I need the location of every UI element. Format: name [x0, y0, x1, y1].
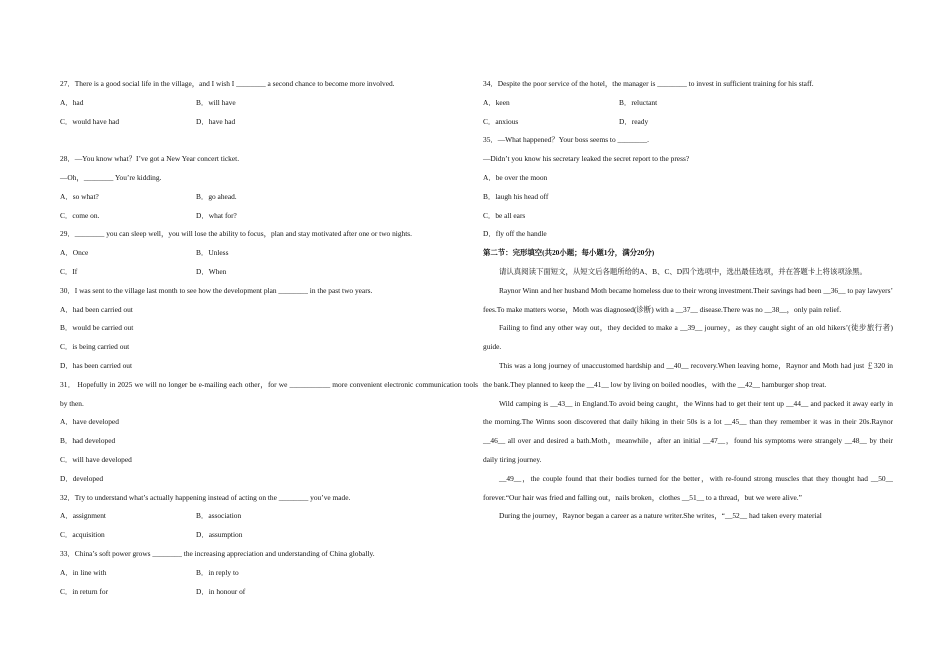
question-line: 29．________ you can sleep well，you will lose the ability to focus，plan and stay motivated after one or two nights. [60, 229, 413, 239]
question-line: B．had developed [60, 436, 116, 446]
question-line: —Oh，________ You’re kidding. [60, 172, 162, 182]
question-line: 27．There is a good social life in the village，and I wish I ________ a second chance to become more involved. [60, 79, 395, 88]
right-column [483, 75, 893, 526]
question-line: D．fly off the handle [483, 229, 547, 239]
option-b: B．reluctant [619, 97, 658, 107]
passage-paragraph: 31． Hopefully in 2025 we will no longer be e-mailing each other，for we ___________ more convenient electronic communication tools by then. [60, 379, 478, 408]
option-a: A．had [60, 97, 84, 107]
option-b: B．in reply to [196, 567, 239, 577]
question-line: 35．—What happened？Your boss seems to ________. [483, 135, 649, 145]
option-row [60, 188, 478, 207]
question-line: B．would be carried out [60, 323, 134, 333]
option-a: A．Once [60, 248, 89, 258]
left-column [60, 75, 478, 601]
passage-paragraph: __49__，the couple found that their bodies turned for the better，with re-found strong muscles that they thought had __50__ forever.“Our hair was fried and falling out，nails broken，clothes __51__ to a thread，but we were alive.” [483, 473, 893, 502]
question-line: 30．I was sent to the village last month to see how the development plan ________ in the past two years. [60, 285, 373, 295]
option-row [60, 263, 478, 282]
option-a: C．come on. [60, 210, 100, 220]
option-row [483, 94, 893, 113]
question-line: —Didn’t you know his secretary leaked the secret report to the press? [483, 154, 690, 164]
option-a: A．assignment [60, 511, 106, 521]
question-line: 32．Try to understand what’s actually happening instead of acting on the ________ you’ve made. [60, 492, 351, 502]
option-a: C．anxious [483, 116, 519, 126]
option-b: B．Unless [196, 248, 229, 258]
question-line: D．developed [60, 473, 104, 483]
option-a: A．so what? [60, 191, 99, 201]
question-line: A．have developed [60, 417, 119, 427]
option-b: B．go ahead. [196, 191, 237, 201]
option-row [60, 507, 478, 526]
passage-paragraph: This was a long journey of unaccustomed hardship and __40__ recovery.When leaving home，Raynor and Moth had just ￡320 in the bank.They planned to keep the __41__ low by living on boiled noodles，with the __42__ hamburger shop treat. [483, 360, 893, 389]
question-line: 34．Despite the poor service of the hotel，the manager is ________ to invest in sufficient training for his staff. [483, 79, 814, 88]
spacer [60, 131, 478, 150]
passage-paragraph: Wild camping is __43__ in England.To avoid being caught，the Winns had to get their tent up __44__ and packed it away early in the morning.The Winns soon discovered that daily hiking in their 50s is a lot __45__ than they remember it was in their 20s.Raynor __46__ all over and desired a bath.Moth，meanwhile，after an initial __47__，found his symptoms were strangely __48__ by their daily tiring journey. [483, 398, 893, 464]
option-b: D．ready [619, 116, 649, 126]
passage-paragraph: 请认真阅读下面短文，从短文后各题所给的A、B、C、D四个选项中，选出最佳选项，并在答题卡上将该项涂黑。 [499, 266, 867, 276]
option-row [60, 94, 478, 113]
passage-paragraph: During the journey，Raynor began a career as a nature writer.She writes，“__52__ had taken every material [499, 511, 822, 521]
option-row [60, 583, 478, 602]
question-line: 33．China’s soft power grows ________ the increasing appreciation and understanding of China globally. [60, 548, 375, 558]
question-line: C．be all ears [483, 210, 526, 220]
option-b: D．When [196, 266, 227, 276]
question-line: C．will have developed [60, 454, 132, 464]
option-a: C．in return for [60, 586, 109, 596]
question-line: 28．—You know what？I’ve got a New Year concert ticket. [60, 154, 240, 164]
option-a: A．in line with [60, 567, 107, 577]
option-a: A．keen [483, 97, 510, 107]
option-row [60, 244, 478, 263]
question-line: A．be over the moon [483, 172, 548, 182]
section-heading: 第二节：完形填空(共20小题；每小题1分，满分20分) [483, 248, 655, 258]
option-b: D．have had [196, 116, 236, 126]
option-b: B．will have [196, 97, 236, 107]
option-b: D．in honour of [196, 586, 246, 596]
question-line: A．had been carried out [60, 304, 133, 314]
option-row [60, 113, 478, 132]
option-a: C．acquisition [60, 530, 105, 540]
option-b: B．association [196, 511, 242, 521]
option-row [60, 526, 478, 545]
option-row [60, 564, 478, 583]
option-b: D．assumption [196, 530, 243, 540]
option-b: D．what for? [196, 210, 237, 220]
option-a: C．would have had [60, 116, 120, 126]
question-line: C．is being carried out [60, 342, 130, 352]
passage-paragraph: Raynor Winn and her husband Moth became homeless due to their wrong investment.Their savings had been __36__ to pay lawyers’ fees.To make matters worse，Moth was diagnosed(诊断) with a __37__ disease.There was no __38__，only pain relief. [483, 285, 893, 314]
question-line: D．has been carried out [60, 360, 133, 370]
question-line: B．laugh his head off [483, 191, 549, 201]
option-row [483, 113, 893, 132]
passage-paragraph: Failing to find any other way out，they decided to make a __39__ journey，as they caught sight of an old hikers’(徒步旅行者) guide. [483, 323, 893, 352]
option-a: C．If [60, 266, 78, 276]
option-row [60, 207, 478, 226]
